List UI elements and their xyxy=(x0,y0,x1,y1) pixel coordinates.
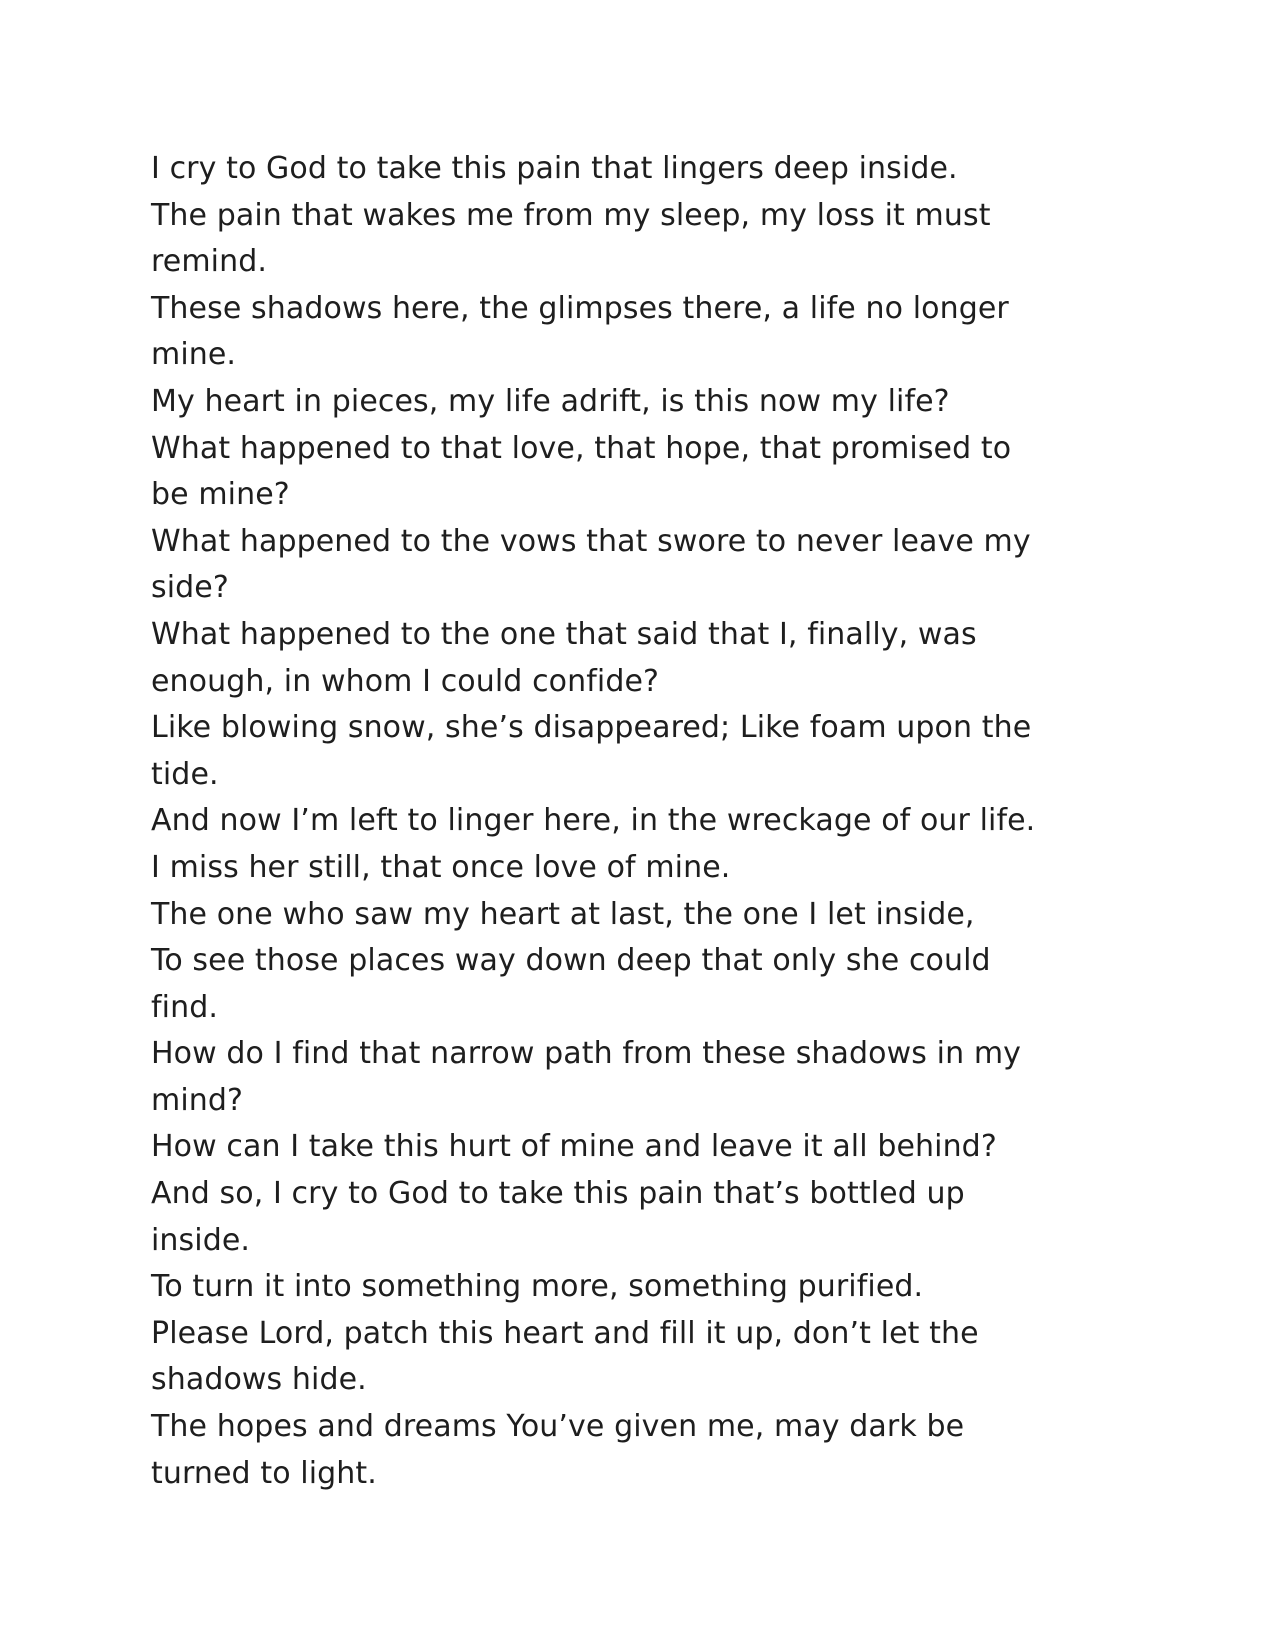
poem-line: How do I find that narrow path from these shadows in my xyxy=(151,1036,1021,1072)
poem-line: And so, I cry to God to take this pain that’s bottled up xyxy=(151,1176,965,1212)
poem-line: be mine? xyxy=(151,477,290,513)
poem-line: What happened to the one that said that I, finally, was xyxy=(151,616,977,652)
poem-line: These shadows here, the glimpses there, a life no longer xyxy=(151,290,1009,326)
poem-line: The pain that wakes me from my sleep, my loss it must xyxy=(151,197,991,233)
poem-line: tide. xyxy=(151,756,219,792)
poem-line: My heart in pieces, my life adrift, is this now my life? xyxy=(151,383,950,419)
poem-line: I cry to God to take this pain that lingers deep inside. xyxy=(151,151,958,186)
poem-line: How can I take this hurt of mine and leave it all behind? xyxy=(151,1129,997,1165)
poem-line: remind. xyxy=(151,244,267,280)
poem-line: Please Lord, patch this heart and fill it up, don’t let the xyxy=(151,1315,979,1351)
poem-line: shadows hide. xyxy=(151,1362,367,1398)
poem-line: To turn it into something more, something purified. xyxy=(151,1269,924,1305)
poem-line: Like blowing snow, she’s disappeared; Like foam upon the xyxy=(151,710,1032,746)
poem-line: What happened to the vows that swore to never leave my xyxy=(151,523,1031,559)
poem-line: find. xyxy=(151,989,218,1025)
poem-line: enough, in whom I could confide? xyxy=(151,663,660,699)
poem-line: side? xyxy=(151,570,229,606)
poem-line: And now I’m left to linger here, in the wreckage of our life. xyxy=(151,803,1036,839)
poem-line: The one who saw my heart at last, the one I let inside, xyxy=(151,896,975,932)
poem-line: The hopes and dreams You’ve given me, may dark be xyxy=(151,1409,965,1445)
poem-line: To see those places way down deep that only she could xyxy=(151,943,991,979)
poem-text xyxy=(151,146,1131,1497)
poem-line: inside. xyxy=(151,1222,251,1258)
poem-line: mine. xyxy=(151,337,237,373)
poem-line: turned to light. xyxy=(151,1455,377,1491)
poem-line: mind? xyxy=(151,1082,244,1118)
poem-line: I miss her still, that once love of mine. xyxy=(151,849,731,885)
poem-line: What happened to that love, that hope, that promised to xyxy=(151,430,1012,466)
